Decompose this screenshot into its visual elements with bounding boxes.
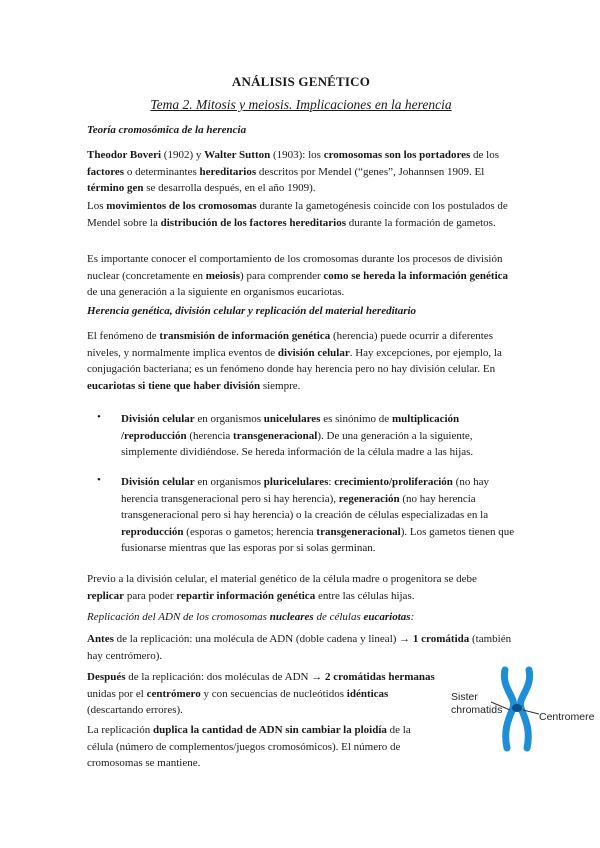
section-heading-inheritance: Herencia genética, división celular y replicación del material hereditario [87,305,417,317]
centromere-dot [512,704,522,712]
bullet-multicellular: División celular en organismos pluricelulares: crecimiento/proliferación (no hay herencia transgeneracional pero si hay herencia), regeneración (no hay herencia transgeneracional pero si hay herencia) o la creación de células especializadas en la reproducción (esporas o gametos; herencia transgeneracional). Los gametos tienen que fusionarse mientras que las esporas por si solas germinan. [121,476,515,554]
paragraph-ploidy: La replicación duplica la cantidad de ADN sin cambiar la ploidía de la célula (número de complementos/juegos cromosómicos). El número de cromosomas se mantiene. [87,724,411,769]
paragraph-replication-before-division: Previo a la división celular, el material genético de la célula madre o progenitora se debe replicar para poder repartir información genética entre las células hijas. [87,573,477,602]
page-title: ANÁLISIS GENÉTICO [231,74,371,89]
bullet-unicellular: División celular en organismos unicelulares es sinónimo de multiplicación /reproducción (herencia transgeneracional). De una generación a la siguiente, simplemente dividiéndose. Se hereda información de la célula madre a las hijas. [121,413,474,458]
paragraph-boveri-sutton: Theodor Boveri (1902) y Walter Sutton (1903): los cromosomas son los portadores de los factores o determinantes hereditarios descritos por Mendel (“genes”, Johannsen 1909. El término gen se desarrolla después, en el año 1909). [87,149,500,194]
label-chromatids: chromatids [451,704,503,716]
section-heading-theory: Teoría cromosómica de la herencia [87,124,247,136]
page-subtitle: Tema 2. Mitosis y meiosis. Implicaciones en la herencia [150,97,452,112]
chromosome-diagram [447,668,595,750]
paragraph-after-replication: Después de la replicación: dos moléculas de ADN → 2 cromátidas hermanas unidas por el centrómero y con secuencias de nucleótidos idénticas (descartando errores). [87,671,435,716]
bullet-marker: • [97,411,101,423]
label-sister: Sister [451,691,478,703]
section-heading-replication: Replicación del ADN de los cromosomas nucleares de células eucariotas: [87,611,415,623]
paragraph-transmission: El fenómeno de transmisión de información genética (herencia) puede ocurrir a diferentes niveles, y normalmente implica eventos de división celular. Hay excepciones, por ejemplo, la conjugación bacteriana; es un fenómeno donde hay herencia pero no hay división celular. En eucariotas si tiene que haber división siempre. [87,330,502,392]
paragraph-chromosome-movement: Los movimientos de los cromosomas durante la gametogénesis coincide con los postulados de Mendel sobre la distribución de los factores hereditarios durante la formación de gametos. [87,200,508,229]
paragraph-meiosis-importance: Es importante conocer el comportamiento de los cromosomas durante los procesos de división nuclear (concretamente en meiosis) para comprender como se hereda la información genética de una generación a la siguiente en organismos eucariotas. [87,253,509,298]
paragraph-before-replication: Antes de la replicación: una molécula de ADN (doble cadena y lineal) → 1 cromátida (también hay centrómero). [87,633,512,662]
bullet-marker: • [97,474,101,486]
label-centromere: Centromere [539,711,595,723]
